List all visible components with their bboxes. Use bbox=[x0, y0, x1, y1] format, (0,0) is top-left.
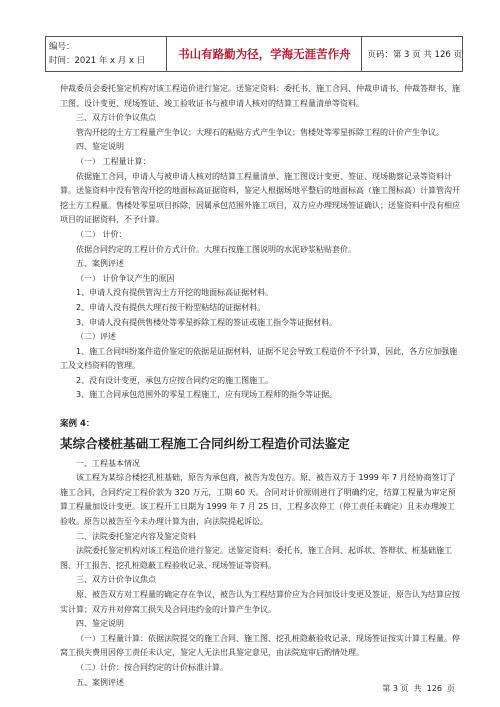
case-label: 案例 4： bbox=[60, 419, 95, 430]
paragraph: 依据施工合同，申请人与被申请人核对的结算工程量清单、施工图设计变更、签证、现场勘察记录等资料计算。送鉴资料中没有管沟开挖的地面标高证据资料，鉴定人根据场地平整后的地面标高（施工图标高）计算管沟开挖土方工程量。售楼处零星项目拆除，因属承包范围外施工项目，双方应办理现场签证确认；送鉴资料中没有相应项目的证据资料，不予计算。 bbox=[60, 171, 460, 225]
case-title: 某综合楼桩基础工程施工合同纠纷工程造价司法鉴定 bbox=[60, 435, 350, 451]
paragraph: 二、法院委托鉴定内容及鉴定资料 bbox=[76, 531, 196, 541]
paragraph: （一） 计价争议产生的原因 bbox=[76, 273, 175, 283]
paragraph: 五、案例评述 bbox=[76, 259, 124, 269]
paragraph: 原、被告双方对工程量的确定存在争议，被告认为工程结算价应为合同加设计变更及签证，原告认为结算应按实计算；双方并对停窝工损失及合同违约金的计算产生争议。 bbox=[60, 590, 460, 614]
paragraph: 2、申请人没有提供大理石按干粉型粘结的证据材料。 bbox=[76, 302, 266, 312]
paragraph: 一、工程基本情况 bbox=[76, 458, 140, 468]
document-body bbox=[60, 82, 460, 690]
spacer bbox=[60, 403, 460, 417]
paragraph: （二）计价：按合同约定的计价标准计算。 bbox=[76, 662, 228, 672]
page-footer: 第 3 页 共 126 页 bbox=[382, 684, 455, 693]
paragraph: 依据合同约定的工程计价方式计价。大理石按施工图说明的水泥砂浆粘贴套价。 bbox=[76, 244, 356, 254]
paragraph: （二） 计价： bbox=[76, 229, 127, 239]
paragraph: 五、案例评述 bbox=[76, 677, 124, 687]
header-number-label: 编号： bbox=[49, 42, 75, 52]
paragraph: 三、双方计价争议焦点 bbox=[76, 113, 156, 123]
header-page-cell bbox=[362, 37, 462, 71]
paragraph: 1、施工合同纠纷案件造价鉴定的依据是证据材料，证据不足会导致工程造价不予计算，因此，各方应加强施工及文档资料的管理。 bbox=[60, 346, 458, 371]
paragraph: 四、鉴定说明 bbox=[76, 619, 124, 629]
header-time-label: 时间：2021 年 x 月 x 日 bbox=[49, 56, 146, 66]
paragraph: （一） 工程量计算： bbox=[76, 156, 151, 166]
paragraph: 三、双方计价争议焦点 bbox=[76, 575, 156, 585]
paragraph: 3、施工合同承包范围外的零星工程施工，应有现场工程师的指令等证据。 bbox=[76, 390, 338, 400]
paragraph: 管沟开挖的土方工程量产生争议；大理石的粘贴方式产生争议；售楼处等零星拆除工程的计价产生争议。 bbox=[76, 127, 444, 137]
paragraph: 法院委托鉴定机构对该工程造价进行鉴定。送鉴定资料：委托书、施工合同、起诉状、答辩状、桩基础施工图、开工报告、挖孔桩隐蔽工程验收记录、现场签证等资料。 bbox=[60, 546, 452, 570]
paragraph: 该工程为某综合楼挖孔桩基础，原告为承包商，被告为发包方。原、被告双方于 1999 年 7 月经协商签订了施工合同，合同约定工程价款为 320 万元，工期 60 天。合同对计价原则进行了明确约定，结算工程量为审定预算工程量加设计变更。该工程开工日期为 1999 年 7 月 25 日，工程多次停工（停工责任未确定）且未办理竣工验收。原告以被告至今未办理计算为由，向法院提起诉讼。 bbox=[60, 473, 456, 527]
paragraph: 3、申请人没有提供售楼处等零星拆除工程的签证或施工指令等证据材料。 bbox=[76, 317, 338, 327]
paragraph: （一）工程量计算：依据法院提交的施工合同、施工图、挖孔桩隐蔽验收记录、现场签证按实计算工程量。停窝工损失费用因停工责任未认定，鉴定人无法出具鉴定意见，由法院庭审后酌情处理。 bbox=[60, 633, 460, 658]
page-header bbox=[45, 36, 463, 72]
paragraph: 四、鉴定说明 bbox=[76, 142, 124, 152]
paragraph: （二）评述 bbox=[76, 332, 116, 342]
header-info-cell bbox=[46, 37, 167, 71]
paragraph: 1、申请人没有提供管沟土方开挖的地面标高证据材料。 bbox=[76, 288, 274, 298]
header-page-label: 页码：第 3 页 共 126 页 bbox=[367, 50, 462, 60]
header-motto: 书山有路勤为径，学海无涯苦作舟 bbox=[167, 37, 362, 71]
paragraph: 2、没有设计变更，承包方应按合同约定的施工图施工。 bbox=[76, 375, 274, 385]
paragraph: 仲裁委员会委托鉴定机构对该工程造价进行鉴定。送鉴定资料：委托书、施工合同、仲裁申请书、仲裁答辩书、施工图、设计变更、现场签证、竣工验收证书与被申请人核对的结算工程量清单等资料。 bbox=[60, 84, 460, 108]
